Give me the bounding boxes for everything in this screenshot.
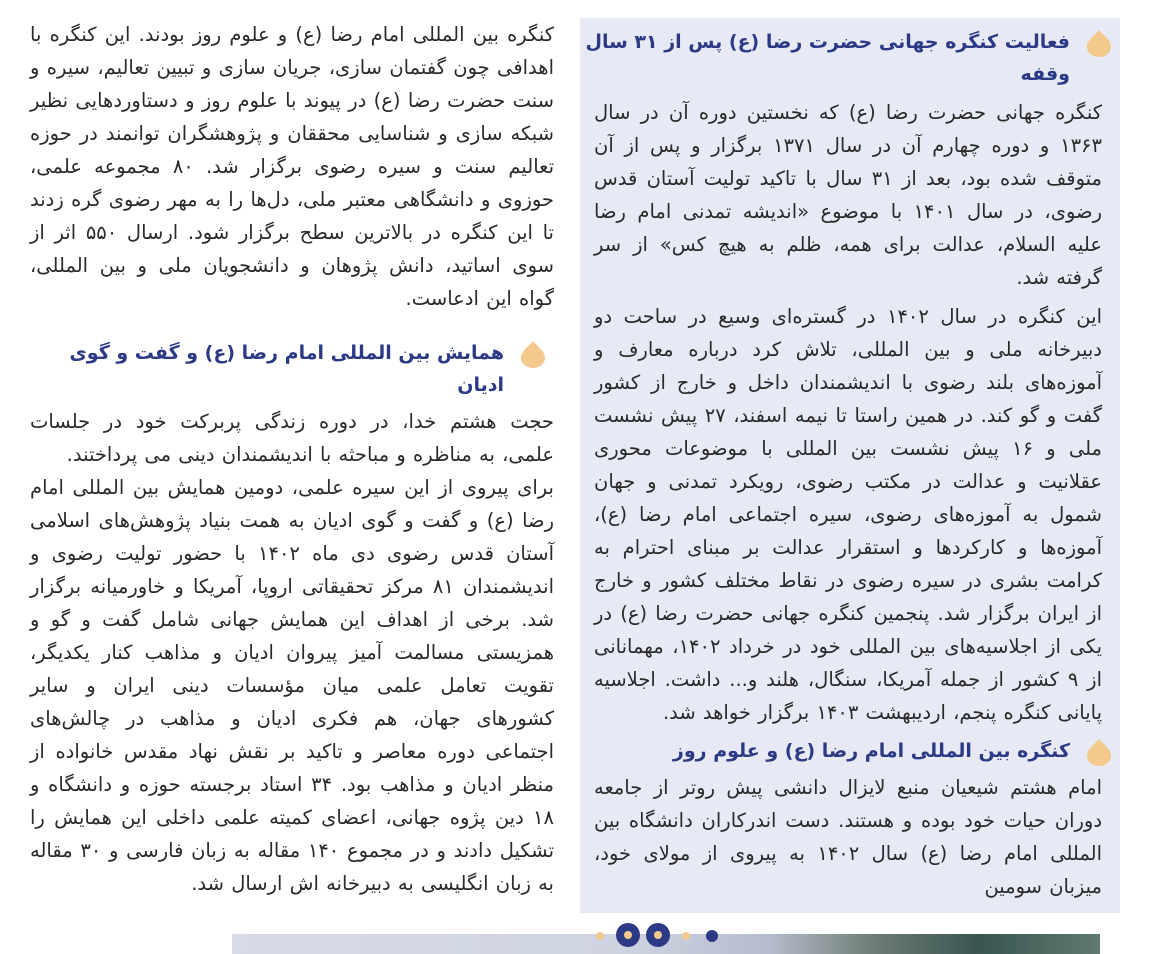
section3-heading [30,337,554,401]
section2-paragraph-1: امام هشتم شیعیان منبع لایزال دانشی پیش روتر از جامعه دوران حیات خود بوده و هستند. دست اندرکاران دانشگاه بین المللی امام رضا (ع) سال ۱۴۰۲ به پیروی از مولای خود، میزبان سومین [594,776,1102,898]
right-column [580,18,1120,913]
drop-icon [518,339,548,369]
section3-title: همایش بین المللی امام رضا (ع) و گفت و گوی ادیان [69,342,504,396]
section2-title: کنگره بین المللی امام رضا (ع) و علوم روز [672,740,1070,762]
section3-paragraph-2: برای پیروی از این سیره علمی، دومین همایش بین المللی امام رضا (ع) و گفت و گوی ادیان به همت بنیاد پژوهش‌های اسلامی آستان قدس رضوی دی ماه ۱۴۰۲ با حضور تولیت رضوی و اندیشمندان ۸۱ مرکز تحقیقاتی اروپا، آمریکا و خاورمیانه برگزار شد. برخی از اهداف این همایش جهانی شامل گفت و گو و همزیستی مسالمت آمیز پیروان ادیان و مذاهب کنار یکدیگر، تقویت تعامل علمی میان مؤسسات دینی ایران و سایر کشورهای جهان، هم فکری ادیان و مذاهب در چالش‌های اجتماعی دوره معاصر و تاکید بر نقش نهاد مقدس خانواده از منظر ادیان و مذاهب بود. ۳۴ استاد برجسته حوزه و دانشگاه و ۱۸ دین پژوه جهانی، اعضای کمیته علمی داخلی این همایش را تشکیل دادند و در مجموع ۱۴۰ مقاله به زبان فارسی و ۳۰ مقاله به زبان انگلیسی به دبیرخانه اش ارسال شد. [30,476,555,895]
drop-icon [1084,28,1114,58]
section2-heading [580,735,1120,767]
section3-paragraph-1: حجت هشتم خدا، در دوره زندگی پربرکت خود در جلسات علمی، به مناظره و مباحثه با اندیشمندان دینی می پرداختند. [30,410,554,466]
intro-paragraph: کنگره بین المللی امام رضا (ع) و علوم روز بودند. این کنگره با اهدافی چون گفتمان سازی، جریان سازی و تبیین تعالیم، سیره و سنت حضرت رضا (ع) در پیوند با علوم روز و دستاوردهایی نظیر شبکه سازی و شناسایی محققان و پژوهشگران توانمند در حوزه تعالیم سنت و سیره رضوی برگزار شد. ۸۰ مجموعه علمی، حوزوی و دانشگاهی معتبر ملی، دل‌ها را به مهر رضوی گره زدند تا این کنگره در بالاترین سطح برگزار شود. ارسال ۵۵۰ اثر از سوی اساتید، دانش پژوهان و دانشجویان ملی و بین المللی، گواه این ادعاست. [30,23,554,310]
ornament-icon [582,920,730,950]
drop-icon [1084,737,1114,767]
section1-paragraph-2: این کنگره در سال ۱۴۰۲ در گستره‌ای وسیع در ساحت دو دبیرخانه ملی و بین المللی، تلاش کرد درباره معارف و آموزه‌های بلند رضوی با اندیشمندان داخل و خارج از کشور گفت و گو کند. در همین راستا تا نیمه اسفند، ۲۷ پیش نشست ملی و ۱۶ پیش نشست بین المللی با موضوعات محوری عقلانیت و عدالت در مکتب رضوی، رویکرد تمدنی و جهان شمول به آموزه‌های رضوی، سیره اجتماعی امام رضا (ع)، آموزه‌ها و کارکردها و استقرار عدالت بر مبنای احترام به کرامت بشری در سیره رضوی در نقاط مختلف کشور و خارج از ایران برگزار شد. پنجمین کنگره جهانی حضرت رضا (ع) در یکی از اجلاسیه‌های بین المللی خود در خرداد ۱۴۰۲، مهمانانی از ۹ کشور از جمله آمریکا، سنگال، هلند و... داشت. اجلاسیه پایانی کنگره پنجم، اردیبهشت ۱۴۰۳ برگزار خواهد شد. [594,305,1103,724]
section1-title: فعالیت کنگره جهانی حضرت رضا (ع) پس از ۳۱ سال وقفه [585,31,1070,85]
left-column [30,18,554,900]
section1-paragraph-1: کنگره جهانی حضرت رضا (ع) که نخستین دوره آن در سال ۱۳۶۳ و دوره چهارم آن در سال ۱۳۷۱ برگزار و پس از آن متوقف شده بود، بعد از ۳۱ سال با تاکید تولیت آستان قدس رضوی، در سال ۱۴۰۱ با موضوع «اندیشه تمدنی امام رضا علیه السلام، عدالت برای همه، ظلم به هیچ کس» از سر گرفته شد. [594,101,1102,289]
section1-heading [580,26,1120,90]
